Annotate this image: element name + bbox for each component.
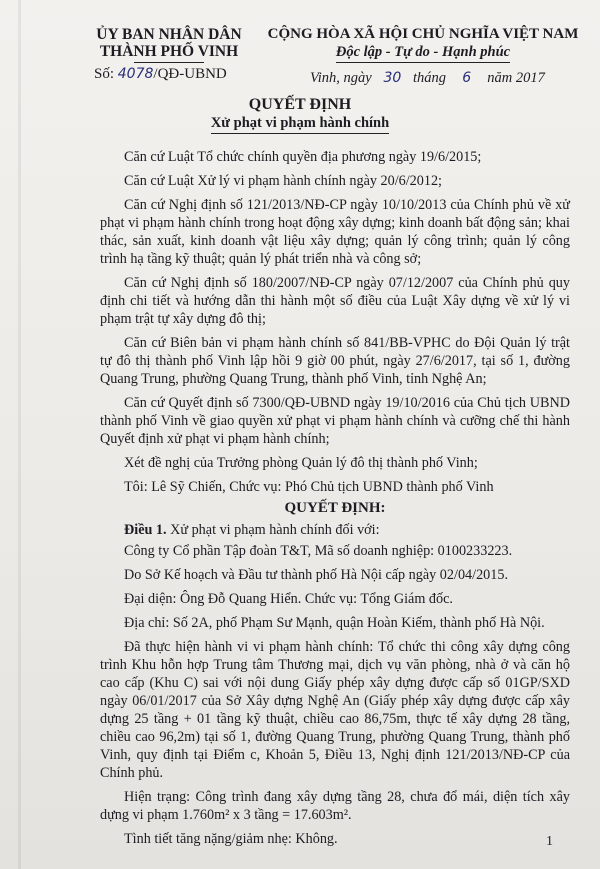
company-name: Công ty Cổ phần Tập đoàn T&T, Mã số doanh nghiệp: 0100233223. — [124, 543, 513, 559]
legal-basis-5: Căn cứ Biên bản vi phạm hành chính số 841/BB-VPHC do Đội Quản lý trật tự đô thị thành phố Vinh lập hồi 9 giờ 00 phút, ngày 27/6/2017, tại số 1, đường Quang Trung, phường Quang Trung, thành phố Vinh, tỉnh Nghệ An; — [100, 335, 570, 387]
number-suffix: /QĐ-UBND — [153, 66, 227, 82]
proposal-paragraph: Xét đề nghị của Trưởng phòng Quản lý đô thị thành phố Vinh; — [124, 455, 478, 471]
company-representative: Đại diện: Ông Đỗ Quang Hiển. Chức vụ: Tổng Giám đốc. — [124, 591, 453, 607]
date-year: năm 2017 — [487, 70, 545, 86]
document-title: QUYẾT ĐỊNH — [248, 96, 352, 113]
company-address: Địa chỉ: Số 2A, phố Phạm Sư Mạnh, quận Hoàn Kiếm, thành phố Hà Nội. — [124, 615, 545, 631]
circumstances: Tình tiết tăng nặng/giảm nhẹ: Không. — [124, 831, 338, 847]
company-registration: Do Sở Kế hoạch và Đầu tư thành phố Hà Nội cấp ngày 02/04/2015. — [124, 567, 508, 583]
authority-line-1: ỦY BAN NHÂN DÂN — [96, 26, 242, 43]
number-prefix: Số: — [94, 66, 115, 82]
article-1-text: Xử phạt vi phạm hành chính đối với: — [170, 522, 380, 538]
legal-basis-2: Căn cứ Luật Xử lý vi phạm hành chính ngày 20/6/2012; — [124, 173, 442, 189]
document-header — [0, 26, 600, 94]
document-body — [100, 148, 570, 854]
authority-underline — [134, 62, 204, 63]
current-status: Hiện trạng: Công trình đang xây dựng tầng 28, chưa đổ mái, diện tích xây dựng vi phạm 1.760m² x 3 tầng = 17.603m². — [100, 789, 570, 823]
legal-basis-6: Căn cứ Quyết định số 7300/QĐ-UBND ngày 19/10/2016 của Chủ tịch UBND thành phố Vinh về giao quyền xử phạt vi phạm hành chính và cưỡng chế thi hành Quyết định xử phạt vi phạm hành chính; — [100, 395, 570, 447]
article-1 — [100, 521, 570, 539]
page-number: 1 — [546, 834, 553, 849]
article-1-label: Điều 1. — [124, 522, 167, 538]
date-month: 6 — [462, 70, 472, 86]
national-motto: Độc lập - Tự do - Hạnh phúc — [336, 44, 510, 63]
issue-date — [310, 70, 545, 87]
document-number — [94, 66, 227, 83]
issuing-authority — [94, 26, 274, 82]
violation-description: Đã thực hiện hành vi vi phạm hành chính: Tổ chức thi công xây dựng công trình Khu hỗn hợp Trung tâm Thương mại, dịch vụ văn phòng, nhà ở và căn hộ cao cấp (Khu C) sai với nội dung Giấy phép xây dựng được cấp số 01GP/SXD ngày 06/01/2017 của Sở Xây dựng Nghệ An (Giấy phép xây dựng được cấp xây dựng 25 tầng + 01 tầng kỹ thuật, chiều cao 86,75m, thực tế xây dựng 28 tầng, chiều cao 96,2m) tại số 1, đường Quang Trung, phường Quang Trung, thành phố Vinh, quy định tại Điểm c, Khoản 5, Điều 13, Nghị định 121/2013/NĐ-CP của Chính phủ. — [100, 639, 570, 781]
date-prefix: Vinh, ngày — [310, 70, 372, 86]
republic-name: CỘNG HÒA XÃ HỘI CHỦ NGHĨA VIỆT NAM — [267, 26, 579, 42]
document-subtitle — [0, 115, 600, 134]
legal-basis-4: Căn cứ Nghị định số 180/2007/NĐ-CP ngày 07/12/2007 của Chính phủ quy định chi tiết và hướng dẫn thi hành một số điều của Luật Xây dựng về xử lý vi phạm trật tự xây dựng đô thị; — [100, 275, 570, 327]
date-month-label: tháng — [413, 70, 447, 86]
subtitle-text: Xử phạt vi phạm hành chính — [211, 115, 389, 134]
national-heading — [258, 26, 588, 86]
legal-basis-3: Căn cứ Nghị định số 121/2013/NĐ-CP ngày 10/10/2013 của Chính phủ về xử phạt vi phạm hành chính trong hoạt động xây dựng; kinh doanh bất động sản; khai thác, sản xuất, kinh doanh vật liệu xây dựng; quản lý công trình; quản lý công trình hạ tầng kỹ thuật; quản lý phát triển nhà và công sở; — [100, 197, 570, 267]
date-day: 30 — [383, 70, 402, 86]
authority-line-2: THÀNH PHỐ VINH — [99, 43, 239, 60]
legal-basis-1: Căn cứ Luật Tổ chức chính quyền địa phương ngày 19/6/2015; — [124, 149, 482, 165]
decision-heading: QUYẾT ĐỊNH: — [284, 500, 386, 516]
signer-paragraph: Tôi: Lê Sỹ Chiến, Chức vụ: Phó Chủ tịch UBND thành phố Vinh — [124, 479, 494, 495]
number-handwritten: 4078 — [117, 66, 154, 82]
